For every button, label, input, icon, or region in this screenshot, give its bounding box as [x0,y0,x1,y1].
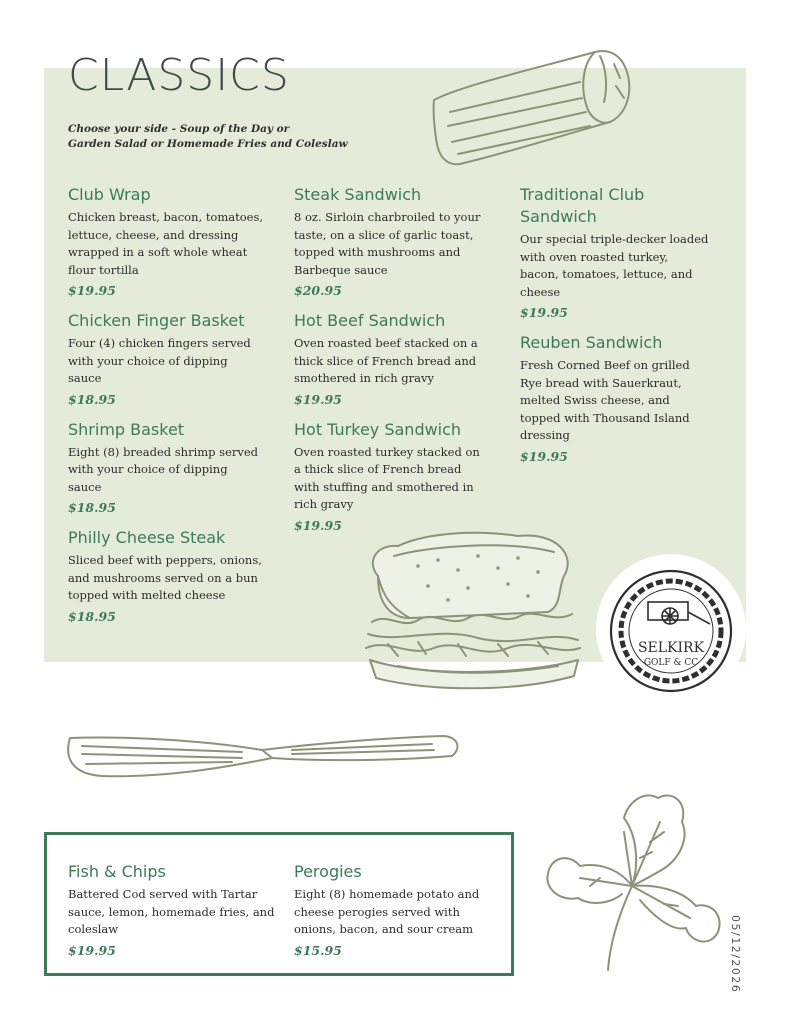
page-title: CLASSICS [68,50,290,101]
menu-item [520,184,710,320]
menu-item [68,527,264,624]
menu-column-3 [520,184,710,476]
menu-item [520,332,710,464]
specials-box [44,832,514,976]
logo-line-1: SELKIRK [637,640,705,656]
item-name: Hot Beef Sandwich [294,311,446,330]
menu-item [294,184,490,298]
side-choice-note [68,122,368,152]
item-name: Philly Cheese Steak [68,528,226,547]
special-item [68,861,278,958]
item-price: $19.95 [294,391,342,407]
menu-item [294,419,490,533]
item-description: Oven roasted turkey stacked on a thick slice of French bread with stuffing and smothered in rich gravy [294,444,480,511]
item-description: Oven roasted beef stacked on a thick slice of French bread and smothered in rich gravy [294,336,478,385]
item-name: Fish & Chips [68,862,166,881]
menu-item [68,310,264,407]
side-choice-line-1: Choose your side - Soup of the Day or [68,123,290,135]
item-price: $18.95 [68,608,116,624]
item-description: Our special triple-decker loaded with oven roasted turkey, bacon, tomatoes, lettuce, and cheese [520,232,709,299]
item-name: Shrimp Basket [68,419,185,439]
item-price: $19.95 [68,942,116,958]
item-name: Perogies [294,862,362,881]
menu-item [68,184,264,298]
parsley-leaf-illustration [540,782,726,974]
sandwich-illustration [358,526,588,706]
item-name: Reuben Sandwich [520,333,663,352]
item-price: $20.95 [294,283,342,298]
menu-column-1 [68,184,264,636]
item-description: Eight (8) breaded shrimp served with your choice of dipping sauce [68,444,259,494]
menu-item [68,419,264,516]
item-name: Club Wrap [68,185,151,204]
print-date-text: 05/12/2026 [729,915,742,994]
item-description: Battered Cod served with Tartar sauce, lemon, homemade fries, and coleslaw [68,887,275,936]
item-description: Chicken breast, bacon, tomatoes, lettuce, cheese, and dressing wrapped in a soft whole wheat flour tortilla [68,210,264,277]
item-description: 8 oz. Sirloin charbroiled to your taste, on a slice of garlic toast, topped with mushrooms and Barbeque sauce [294,210,481,277]
item-name: Traditional Club Sandwich [520,185,645,226]
item-description: Four (4) chicken fingers served with your choice of dipping sauce [68,336,251,385]
item-description: Sliced beef with peppers, onions, and mushrooms served on a bun topped with melted cheese [68,553,262,602]
item-price: $18.95 [68,391,116,407]
item-name: Hot Turkey Sandwich [294,419,462,439]
logo-line-2: GOLF & CC [643,658,699,668]
item-description: Fresh Corned Beef on grilled Rye bread with Sauerkraut, melted Swiss cheese, and topped with Thousand Island dressing [520,358,690,442]
item-name: Chicken Finger Basket [68,311,245,330]
knife-illustration [62,730,464,782]
cart-icon [648,602,710,624]
item-price: $19.95 [520,448,568,464]
item-price: $19.95 [294,517,342,533]
item-price: $18.95 [68,500,116,515]
menu-column-2 [294,184,490,545]
side-choice-line-2: Garden Salad or Homemade Fries and Coleslaw [68,138,348,150]
wrap-illustration [430,42,635,167]
item-price: $19.95 [68,283,116,298]
item-price: $15.95 [294,942,342,958]
item-description: Eight (8) homemade potato and cheese perogies served with onions, bacon, and sour cream [294,887,480,936]
item-name: Steak Sandwich [294,185,422,204]
print-date [726,915,756,994]
club-logo [606,566,736,696]
special-item [294,861,504,958]
item-price: $19.95 [520,305,568,320]
menu-item [294,310,490,407]
